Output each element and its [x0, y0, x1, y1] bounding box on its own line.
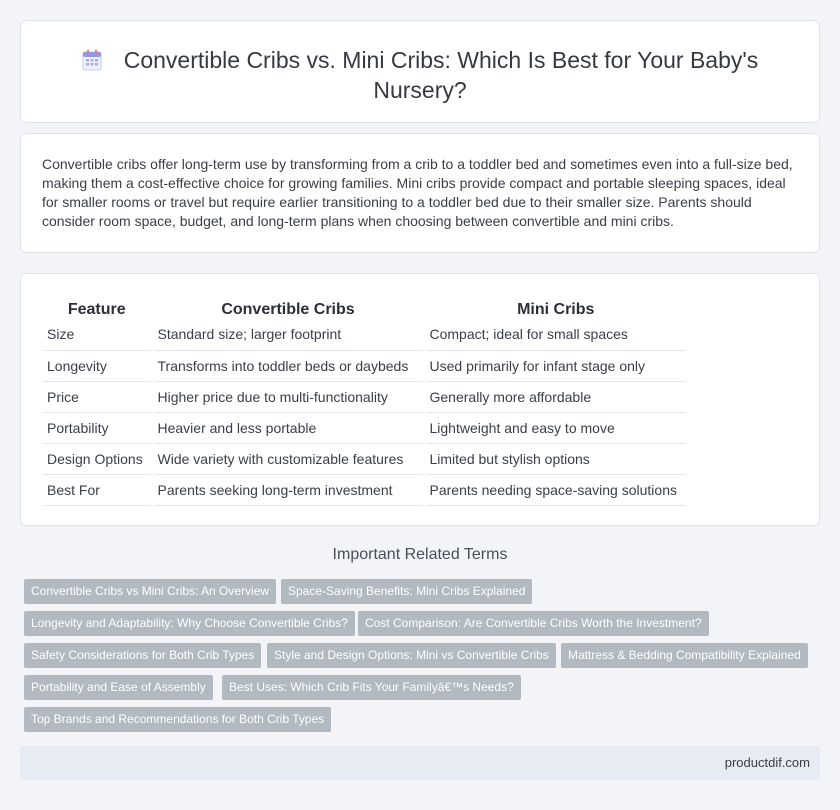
- cell-feature: Design Options: [43, 443, 152, 474]
- cell-mini: Compact; ideal for small spaces: [424, 319, 686, 350]
- page-title-text: Convertible Cribs vs. Mini Cribs: Which Is Best for Your Baby's Nursery?: [123, 47, 759, 103]
- table-row: [43, 350, 686, 381]
- cell-convertible: Transforms into toddler beds or daybeds: [152, 350, 424, 381]
- cell-feature: Portability: [43, 412, 152, 443]
- footer: [20, 746, 820, 780]
- related-term-link[interactable]: Space-Saving Benefits: Mini Cribs Explained: [281, 579, 532, 604]
- related-term-link[interactable]: Top Brands and Recommendations for Both Crib Types: [24, 707, 331, 732]
- table-row: [43, 412, 686, 443]
- cell-mini: Parents needing space-saving solutions: [424, 474, 686, 505]
- header-mini: Mini Cribs: [424, 296, 686, 319]
- related-terms-heading: Important Related Terms: [332, 546, 508, 563]
- cell-feature: Longevity: [43, 350, 152, 381]
- comparison-card: [20, 273, 820, 526]
- calendar-icon: [82, 49, 102, 71]
- related-term-link[interactable]: Mattress & Bedding Compatibility Explained: [561, 643, 808, 668]
- cell-mini: Generally more affordable: [424, 381, 686, 412]
- cell-convertible: Heavier and less portable: [152, 412, 424, 443]
- cell-convertible: Standard size; larger footprint: [152, 319, 424, 350]
- table-row: [43, 443, 686, 474]
- cell-feature: Best For: [43, 474, 152, 505]
- cell-mini: Limited but stylish options: [424, 443, 686, 474]
- cell-mini: Lightweight and easy to move: [424, 412, 686, 443]
- cell-feature: Price: [43, 381, 152, 412]
- table-row: [43, 319, 686, 350]
- related-term-link[interactable]: Convertible Cribs vs Mini Cribs: An Overview: [24, 579, 276, 604]
- cell-convertible: Parents seeking long-term investment: [152, 474, 424, 505]
- header-convertible: Convertible Cribs: [152, 296, 424, 319]
- table-header-row: [43, 296, 686, 319]
- page-title: [61, 45, 779, 105]
- related-term-link[interactable]: Portability and Ease of Assembly: [24, 675, 213, 700]
- table-row: [43, 381, 686, 412]
- cell-feature: Size: [43, 319, 152, 350]
- related-term-link[interactable]: Safety Considerations for Both Crib Types: [24, 643, 261, 668]
- intro-paragraph: Convertible cribs offer long-term use by transforming from a crib to a toddler bed and sometimes even into a full-size bed, making them a cost-effective choice for growing families. Mini cribs provide compact and portable sleeping spaces, ideal for smaller rooms or travel but require earlier transitioning to a toddler bed due to their smaller size. Parents should consider room space, budget, and long-term plans when choosing between convertible and mini cribs.: [42, 156, 793, 229]
- related-term-link[interactable]: Best Uses: Which Crib Fits Your Familyâ€™s Needs?: [222, 675, 521, 700]
- header-feature: Feature: [67, 301, 126, 318]
- related-term-link[interactable]: Longevity and Adaptability: Why Choose Convertible Cribs?: [24, 611, 355, 636]
- footer-site-link[interactable]: productdif.com: [724, 755, 810, 770]
- related-term-link[interactable]: Style and Design Options: Mini vs Convertible Cribs: [267, 643, 556, 668]
- title-card: [20, 20, 820, 123]
- cell-mini: Used primarily for infant stage only: [424, 350, 686, 381]
- cell-convertible: Wide variety with customizable features: [152, 443, 424, 474]
- intro-card: [20, 133, 820, 253]
- table-row: [43, 474, 686, 505]
- cell-convertible: Higher price due to multi-functionality: [152, 381, 424, 412]
- related-term-link[interactable]: Cost Comparison: Are Convertible Cribs Worth the Investment?: [358, 611, 709, 636]
- comparison-table: [43, 296, 686, 506]
